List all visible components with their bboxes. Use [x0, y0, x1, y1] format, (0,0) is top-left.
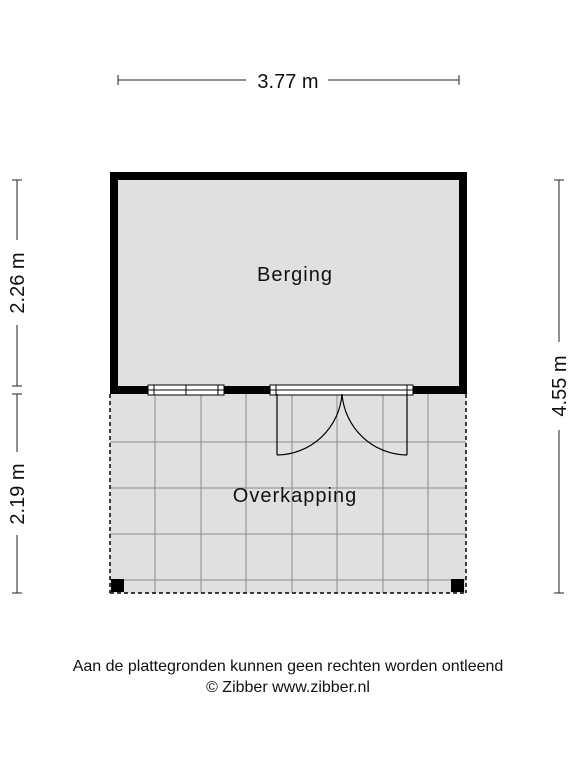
dimension-label-top: 3.77 m: [257, 71, 319, 93]
room-label-overkapping: Overkapping: [232, 485, 358, 507]
post-left: [111, 579, 124, 592]
footer-copyright: © Zibber www.zibber.nl: [206, 679, 370, 696]
dimension-label-left-upper: 2.26 m: [7, 252, 29, 314]
window: [148, 385, 224, 395]
room-label-berging: Berging: [257, 264, 333, 286]
post-right: [451, 579, 464, 592]
dimension-label-left-lower: 2.19 m: [7, 463, 29, 525]
dimension-label-right: 4.55 m: [549, 355, 571, 417]
footer-disclaimer: Aan de plattegronden kunnen geen rechten worden ontleend: [72, 658, 504, 675]
dimension-left: [12, 180, 22, 593]
